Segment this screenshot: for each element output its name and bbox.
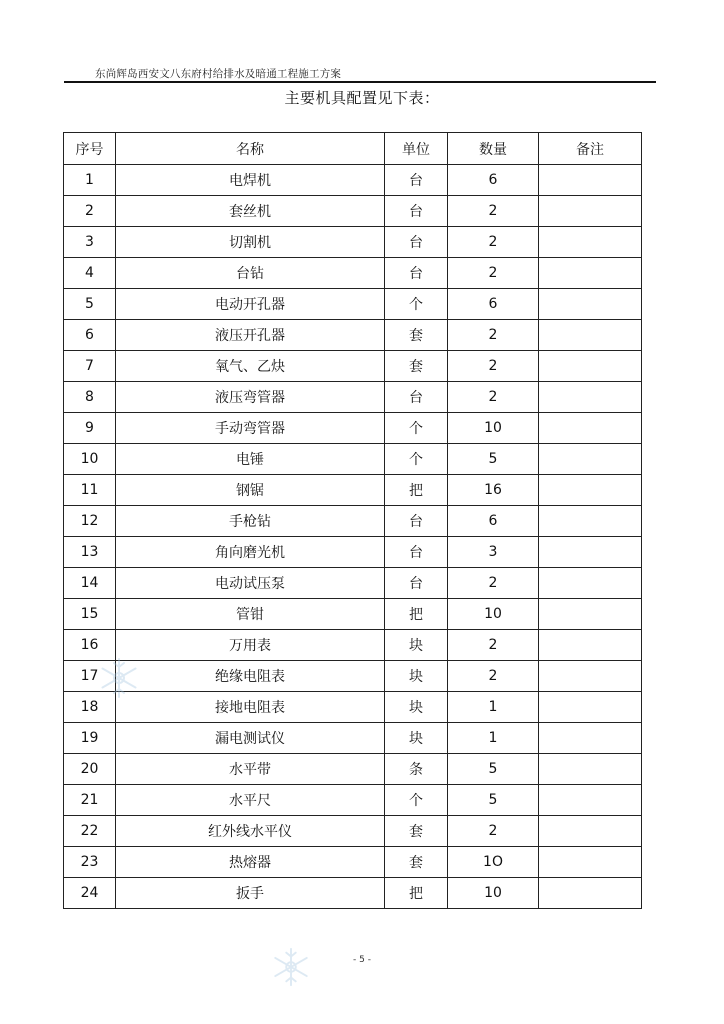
- cell-remarks: [539, 413, 642, 444]
- running-header: 东尚辉岛西安文八东府村给排水及暗通工程施工方案: [95, 68, 342, 80]
- cell-name: 漏电测试仪: [116, 723, 385, 754]
- cell-name: 角向磨光机: [116, 537, 385, 568]
- cell-remarks: [539, 754, 642, 785]
- page-number: - 5 -: [353, 955, 371, 965]
- cell-quantity: 6: [448, 506, 539, 537]
- cell-unit: 块: [385, 723, 448, 754]
- cell-index: 17: [64, 661, 116, 692]
- cell-quantity: 2: [448, 320, 539, 351]
- cell-remarks: [539, 723, 642, 754]
- cell-index: 19: [64, 723, 116, 754]
- cell-quantity: 2: [448, 258, 539, 289]
- cell-quantity: 2: [448, 816, 539, 847]
- cell-index: 11: [64, 475, 116, 506]
- cell-name: 热熔器: [116, 847, 385, 878]
- cell-index: 3: [64, 227, 116, 258]
- cell-name: 管钳: [116, 599, 385, 630]
- cell-index: 15: [64, 599, 116, 630]
- cell-unit: 块: [385, 630, 448, 661]
- cell-remarks: [539, 785, 642, 816]
- cell-unit: 套: [385, 847, 448, 878]
- cell-remarks: [539, 289, 642, 320]
- cell-quantity: 2: [448, 351, 539, 382]
- cell-quantity: 1: [448, 723, 539, 754]
- header-divider: [64, 81, 656, 83]
- cell-index: 14: [64, 568, 116, 599]
- cell-unit: 个: [385, 444, 448, 475]
- cell-name: 切割机: [116, 227, 385, 258]
- cell-name: 液压开孔器: [116, 320, 385, 351]
- cell-name: 电动试压泵: [116, 568, 385, 599]
- cell-name: 手枪钻: [116, 506, 385, 537]
- cell-index: 16: [64, 630, 116, 661]
- cell-unit: 个: [385, 413, 448, 444]
- table-row: [64, 165, 642, 196]
- cell-remarks: [539, 847, 642, 878]
- cell-index: 12: [64, 506, 116, 537]
- cell-unit: 台: [385, 196, 448, 227]
- table-row: [64, 785, 642, 816]
- cell-name: 钢锯: [116, 475, 385, 506]
- cell-quantity: 5: [448, 785, 539, 816]
- cell-remarks: [539, 816, 642, 847]
- snowflake-watermark-icon: [270, 946, 312, 988]
- cell-remarks: [539, 196, 642, 227]
- table-body: [64, 165, 642, 909]
- cell-name: 接地电阻表: [116, 692, 385, 723]
- table-row: [64, 258, 642, 289]
- cell-name: 电锤: [116, 444, 385, 475]
- cell-unit: 块: [385, 692, 448, 723]
- cell-unit: 条: [385, 754, 448, 785]
- cell-unit: 台: [385, 165, 448, 196]
- cell-name: 万用表: [116, 630, 385, 661]
- column-header-unit: 单位: [385, 133, 448, 165]
- column-header-quantity: 数量: [448, 133, 539, 165]
- cell-index: 2: [64, 196, 116, 227]
- table-header-row: [64, 133, 642, 165]
- table-row: [64, 568, 642, 599]
- cell-remarks: [539, 320, 642, 351]
- table-row: [64, 475, 642, 506]
- cell-quantity: 10: [448, 878, 539, 909]
- cell-quantity: 6: [448, 165, 539, 196]
- table-row: [64, 289, 642, 320]
- cell-index: 18: [64, 692, 116, 723]
- cell-remarks: [539, 692, 642, 723]
- cell-index: 8: [64, 382, 116, 413]
- cell-index: 9: [64, 413, 116, 444]
- cell-name: 电焊机: [116, 165, 385, 196]
- cell-remarks: [539, 599, 642, 630]
- table-row: [64, 320, 642, 351]
- cell-unit: 个: [385, 289, 448, 320]
- cell-quantity: 2: [448, 227, 539, 258]
- cell-remarks: [539, 630, 642, 661]
- cell-unit: 个: [385, 785, 448, 816]
- cell-index: 1: [64, 165, 116, 196]
- page-title: 主要机具配置见下表：: [284, 89, 440, 107]
- cell-index: 10: [64, 444, 116, 475]
- cell-name: 红外线水平仪: [116, 816, 385, 847]
- cell-name: 水平带: [116, 754, 385, 785]
- cell-index: 7: [64, 351, 116, 382]
- cell-index: 5: [64, 289, 116, 320]
- cell-quantity: 1: [448, 692, 539, 723]
- cell-quantity: 16: [448, 475, 539, 506]
- table-row: [64, 816, 642, 847]
- cell-quantity: 2: [448, 661, 539, 692]
- cell-unit: 块: [385, 661, 448, 692]
- cell-name: 水平尺: [116, 785, 385, 816]
- table-row: [64, 227, 642, 258]
- cell-index: 6: [64, 320, 116, 351]
- cell-unit: 把: [385, 475, 448, 506]
- cell-remarks: [539, 568, 642, 599]
- cell-unit: 套: [385, 351, 448, 382]
- cell-quantity: 2: [448, 196, 539, 227]
- cell-name: 绝缘电阻表: [116, 661, 385, 692]
- cell-unit: 把: [385, 878, 448, 909]
- cell-unit: 台: [385, 537, 448, 568]
- table-row: [64, 413, 642, 444]
- cell-index: 21: [64, 785, 116, 816]
- table-row: [64, 661, 642, 692]
- cell-remarks: [539, 227, 642, 258]
- cell-name: 台钻: [116, 258, 385, 289]
- cell-quantity: 1O: [448, 847, 539, 878]
- table-row: [64, 878, 642, 909]
- cell-name: 氧气、乙炔: [116, 351, 385, 382]
- cell-remarks: [539, 351, 642, 382]
- table-row: [64, 537, 642, 568]
- cell-name: 手动弯管器: [116, 413, 385, 444]
- cell-remarks: [539, 878, 642, 909]
- cell-index: 4: [64, 258, 116, 289]
- cell-name: 扳手: [116, 878, 385, 909]
- cell-index: 13: [64, 537, 116, 568]
- cell-index: 20: [64, 754, 116, 785]
- snowflake-watermark-icon: [97, 656, 141, 700]
- table-row: [64, 692, 642, 723]
- table-row: [64, 351, 642, 382]
- cell-quantity: 3: [448, 537, 539, 568]
- column-header-name: 名称: [116, 133, 385, 165]
- column-header-index: 序号: [64, 133, 116, 165]
- cell-unit: 台: [385, 382, 448, 413]
- cell-quantity: 2: [448, 382, 539, 413]
- cell-quantity: 10: [448, 599, 539, 630]
- cell-quantity: 5: [448, 754, 539, 785]
- cell-unit: 套: [385, 816, 448, 847]
- cell-remarks: [539, 506, 642, 537]
- cell-remarks: [539, 382, 642, 413]
- cell-quantity: 5: [448, 444, 539, 475]
- cell-index: 24: [64, 878, 116, 909]
- table-row: [64, 630, 642, 661]
- cell-quantity: 6: [448, 289, 539, 320]
- cell-quantity: 2: [448, 630, 539, 661]
- cell-remarks: [539, 444, 642, 475]
- cell-unit: 把: [385, 599, 448, 630]
- table-row: [64, 723, 642, 754]
- cell-quantity: 10: [448, 413, 539, 444]
- cell-name: 液压弯管器: [116, 382, 385, 413]
- table-row: [64, 382, 642, 413]
- column-header-remarks: 备注: [539, 133, 642, 165]
- cell-unit: 台: [385, 568, 448, 599]
- cell-remarks: [539, 475, 642, 506]
- cell-quantity: 2: [448, 568, 539, 599]
- cell-remarks: [539, 165, 642, 196]
- table-row: [64, 506, 642, 537]
- table-row: [64, 196, 642, 227]
- cell-name: 套丝机: [116, 196, 385, 227]
- cell-remarks: [539, 661, 642, 692]
- cell-index: 22: [64, 816, 116, 847]
- table-row: [64, 599, 642, 630]
- cell-unit: 套: [385, 320, 448, 351]
- table-row: [64, 847, 642, 878]
- cell-unit: 台: [385, 258, 448, 289]
- cell-index: 23: [64, 847, 116, 878]
- cell-remarks: [539, 258, 642, 289]
- cell-name: 电动开孔器: [116, 289, 385, 320]
- cell-remarks: [539, 537, 642, 568]
- cell-unit: 台: [385, 227, 448, 258]
- table-row: [64, 754, 642, 785]
- equipment-table: [63, 132, 642, 909]
- cell-unit: 台: [385, 506, 448, 537]
- table-row: [64, 444, 642, 475]
